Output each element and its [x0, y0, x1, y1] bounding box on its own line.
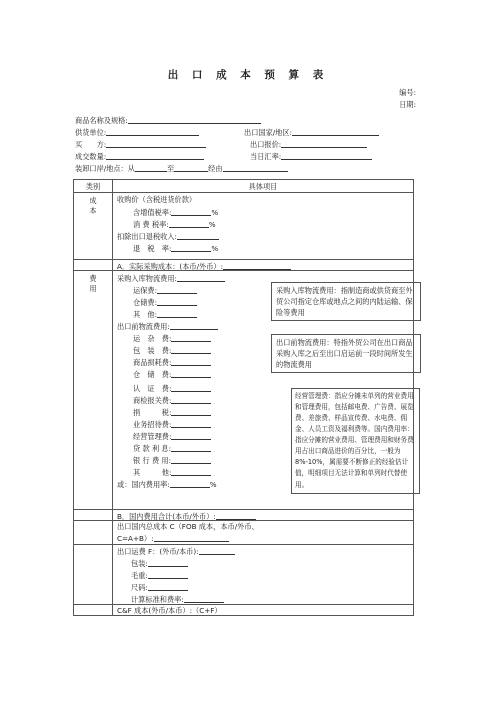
freight-weight-field[interactable]: 毛重:: [131, 571, 188, 579]
date-label: 日期:: [399, 100, 416, 109]
freight-size-field[interactable]: 尺码:: [131, 583, 188, 591]
pre-export-logistics-field[interactable]: 出口前物流费用:: [117, 322, 218, 330]
tax-fee-blank[interactable]: [171, 408, 211, 416]
vat-rate-field[interactable]: 含增值税率: %: [133, 207, 219, 217]
fob-cost-blank[interactable]: [154, 534, 229, 542]
pre-export-logistics-blank[interactable]: [170, 322, 218, 330]
freight-field[interactable]: 出口运费 F：(外币/本币):: [117, 547, 235, 555]
exchange-rate-label: 当日汇率:: [250, 151, 282, 161]
inbound-logistics-note: 采购入库物流费用：指制造商或供货商至外贸公司指定仓库或地点之间的内陆运输、保险等费用: [271, 282, 421, 321]
actual-cost-field[interactable]: A．实际采购成本：(本币/外币）:: [117, 262, 291, 270]
rebate-rate-field[interactable]: 退 税 率: %: [133, 243, 219, 253]
supplier-blank[interactable]: [106, 128, 199, 136]
freight-size-blank[interactable]: [148, 583, 188, 591]
product-name-field[interactable]: [75, 116, 261, 124]
freight-weight-blank[interactable]: [148, 571, 188, 579]
export-country-blank[interactable]: [292, 128, 379, 136]
cost-budget-table: [73, 179, 414, 616]
exchange-rate-blank[interactable]: [281, 152, 372, 160]
supplier-label: 供货单位:: [75, 127, 107, 137]
export-price-blank[interactable]: [281, 140, 367, 148]
rebate-blank[interactable]: [177, 232, 219, 240]
cert-fee-blank[interactable]: [171, 384, 211, 392]
empty-category-cell-c: [74, 521, 113, 545]
product-name-label: 商品名称及规格:: [75, 115, 128, 125]
warehouse-fee-blank[interactable]: [171, 370, 211, 378]
packaging-fee-blank[interactable]: [171, 346, 211, 354]
consumption-tax-field[interactable]: 消 费 税率: %: [133, 219, 216, 229]
exchange-rate-field[interactable]: [250, 152, 372, 160]
other-fee-blank[interactable]: [171, 468, 211, 476]
storage-field[interactable]: 仓储费:: [133, 298, 197, 306]
freight-standard-blank[interactable]: [184, 595, 224, 603]
empty-category-cell-e: [74, 605, 113, 616]
category-header: 类别: [74, 180, 113, 193]
management-fee-note: 经营管理费：指应分摊未单列的营业费用和管理费用，包括邮电费、广告费、展览费、差旅费、样品宣传费、水电费、佣金、人员工资及福利费等。国内费用率：指应分摊的营业费用、管理费用和财务费用占出口商品进价的百分比，一般为 8%-10%，属需要不断修正的经验估计值，明细项目无法计算和单列时代替使用。: [291, 388, 420, 494]
export-country-label: 出口国家/地区:: [244, 127, 292, 137]
port-to-blank[interactable]: [174, 164, 208, 172]
port-label: 装卸口岸/地点：从: [75, 163, 135, 173]
cert-fee-field[interactable]: 认 证 费:: [133, 384, 211, 392]
packaging-fee-field[interactable]: 包 装 费:: [133, 346, 211, 354]
inbound-other-field[interactable]: 其 他:: [133, 310, 197, 318]
buyer-label: 买 方:: [75, 139, 107, 149]
pre-export-logistics-note: 出口前物流费用：特指外贸公司在出口商品采购入库之后至出口启运前一段时间所发生的物流费用: [271, 334, 421, 373]
rebate-rate-blank[interactable]: [171, 244, 211, 252]
inbound-logistics-blank[interactable]: [177, 274, 225, 282]
cost-items-cell: [113, 193, 414, 260]
actual-cost-blank[interactable]: [223, 262, 291, 270]
actual-cost-cell: [113, 260, 414, 271]
loss-fee-blank[interactable]: [171, 358, 211, 366]
port-via-label: 经由: [208, 163, 223, 173]
port-from-blank[interactable]: [135, 164, 167, 172]
expense-category-char-2: 用: [89, 284, 97, 294]
freight-package-field[interactable]: 包装:: [131, 559, 188, 567]
domestic-rate-field[interactable]: 或：国内费用率: %: [117, 479, 217, 489]
fob-cost-cell: [113, 521, 414, 545]
bank-fee-blank[interactable]: [171, 456, 211, 464]
page-title: 出 口 成 本 预 算 表: [167, 69, 329, 81]
port-via-blank[interactable]: [223, 164, 288, 172]
export-price-label: 出口报价:: [250, 139, 282, 149]
bank-fee-field[interactable]: 银 行 费 用:: [133, 456, 211, 464]
inspection-fee-blank[interactable]: [171, 396, 211, 404]
entertainment-fee-blank[interactable]: [171, 420, 211, 428]
quantity-label: 成交数量:: [75, 151, 107, 161]
inbound-other-blank[interactable]: [157, 310, 197, 318]
serial-number-label: 编号:: [399, 88, 416, 97]
cost-category-char-1: 成: [89, 196, 97, 205]
warehouse-fee-field[interactable]: 仓 储 费:: [133, 370, 211, 378]
entertainment-fee-field[interactable]: 业务招待费:: [133, 420, 211, 428]
freight-standard-field[interactable]: 计算标准和费率:: [131, 595, 224, 603]
loan-interest-field[interactable]: 贷 款 利 息:: [133, 444, 211, 452]
export-price-field[interactable]: [250, 140, 367, 148]
transport-field[interactable]: 运保费:: [133, 286, 197, 294]
inspection-fee-field[interactable]: 商检报关费:: [133, 396, 211, 404]
purchase-price-label: 收购价（含税进货价款）: [117, 195, 197, 204]
cnf-cost-cell: [113, 605, 414, 616]
management-fee-field[interactable]: 经营管理费:: [133, 432, 211, 440]
expense-items-cell: [113, 271, 414, 510]
consumption-tax-blank[interactable]: [169, 220, 209, 228]
quantity-field[interactable]: [75, 152, 204, 160]
transport-blank[interactable]: [157, 286, 197, 294]
freight-package-blank[interactable]: [148, 559, 188, 567]
buyer-field[interactable]: [75, 140, 206, 148]
supplier-field[interactable]: [75, 128, 199, 136]
misc-fee-blank[interactable]: [171, 334, 211, 342]
empty-category-cell-d: [74, 545, 113, 605]
loss-fee-field[interactable]: 商品损耗费:: [133, 358, 211, 366]
inbound-logistics-field[interactable]: 采购入库物流费用:: [117, 274, 225, 282]
empty-category-cell-b: [74, 510, 113, 521]
domestic-total-blank[interactable]: [216, 512, 256, 520]
cost-category-cell: [74, 193, 113, 260]
vat-rate-blank[interactable]: [171, 208, 211, 216]
storage-blank[interactable]: [157, 298, 197, 306]
domestic-rate-blank[interactable]: [170, 480, 210, 488]
export-country-field[interactable]: [244, 128, 379, 136]
loan-interest-blank[interactable]: [171, 444, 211, 452]
expense-category-cell: [74, 271, 113, 510]
fob-cost-label: 出口国内总成本 C（FOB 成本，本币/外币、: [117, 522, 259, 531]
other-fee-field[interactable]: 其 他:: [133, 468, 211, 476]
port-field[interactable]: [75, 164, 288, 172]
management-fee-blank[interactable]: [171, 432, 211, 440]
port-to-label: 至: [166, 163, 175, 173]
fob-cost-field[interactable]: C=A+B）:: [117, 534, 229, 542]
items-header: 具体项目: [113, 180, 414, 193]
rebate-field[interactable]: 扣除出口退税收入:: [117, 232, 219, 240]
expense-category-char-1: 费: [89, 274, 97, 283]
cost-category-char-2: 本: [89, 206, 97, 216]
freight-cell: [113, 545, 414, 605]
quantity-blank[interactable]: [106, 152, 204, 160]
tax-fee-field[interactable]: 捐 税:: [133, 408, 211, 416]
buyer-blank[interactable]: [106, 140, 206, 148]
misc-fee-field[interactable]: 运 杂 费:: [133, 334, 211, 342]
cnf-cost-label: C&F 成本(外币/本币）:（C+F）: [117, 606, 222, 615]
domestic-total-cell: [113, 510, 414, 521]
freight-blank[interactable]: [199, 547, 235, 555]
domestic-total-field[interactable]: B．国内费用合计(本币/外币）:: [117, 512, 256, 520]
product-name-blank[interactable]: [128, 116, 261, 124]
empty-category-cell-a: [74, 260, 113, 271]
